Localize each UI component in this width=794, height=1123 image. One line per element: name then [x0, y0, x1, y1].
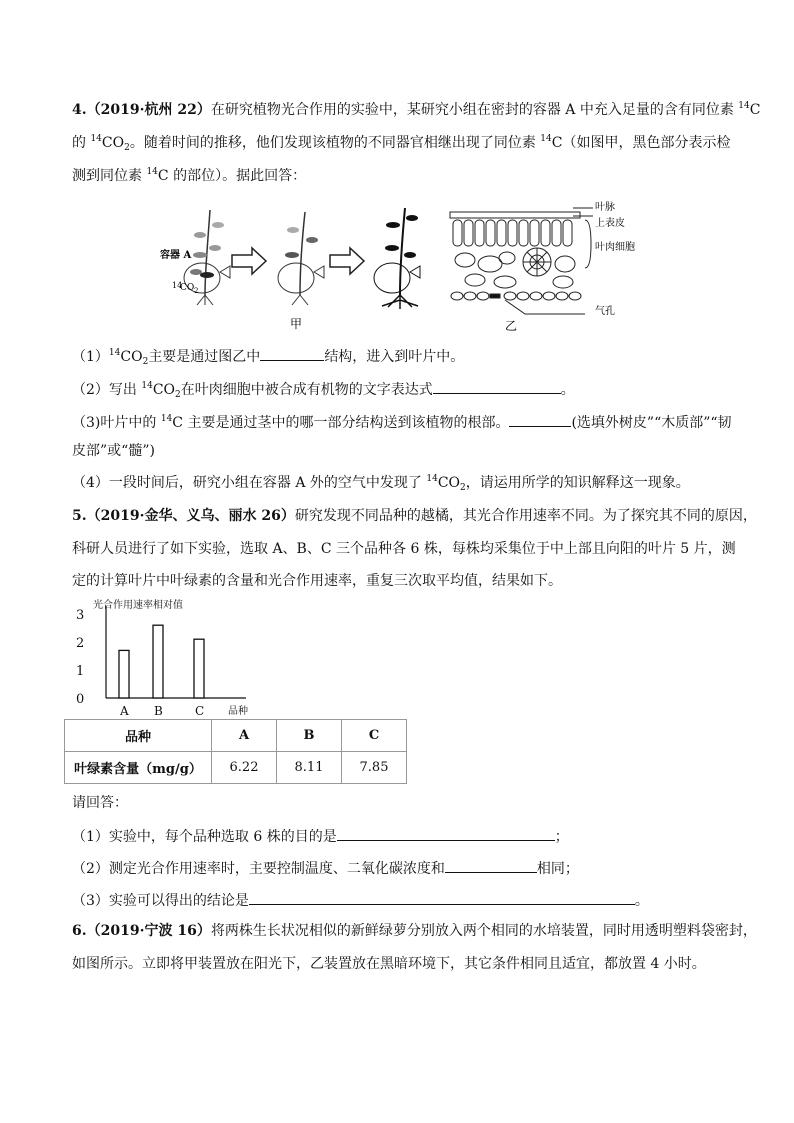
answer-blank-q4-2[interactable]: [433, 379, 561, 394]
q4-p4-text: ，请运用所学的知识解释这一现象。: [465, 475, 690, 491]
figure-jia: [160, 200, 450, 340]
x-axis-label: 品种: [228, 706, 248, 717]
co2-sub: 2: [460, 483, 466, 493]
element-c: C: [157, 168, 169, 184]
bar-B: [153, 625, 163, 698]
bar-chart: [66, 598, 296, 718]
q4-part3: [72, 412, 732, 432]
q4-stem-text: 在研究植物光合作用的实验中，某研究小组在密封的容器 A 中充入足量的含有同位素: [210, 102, 739, 118]
iso-sup: 14: [141, 381, 153, 391]
q6-stem-text: 将两株生长状况相似的新鲜绿萝分别放入两个相同的水培装置，同时用透明塑料袋密封，: [210, 923, 757, 939]
q5-part1: [72, 826, 569, 846]
q4-p2-text: 在叶肉细胞中被合成有机物的文字表达式: [180, 382, 433, 398]
q4-part4: [72, 474, 690, 492]
q5-stem-line1: [72, 507, 757, 525]
q5-stem-text: 研究发现不同品种的越橘，其光合作用速率不同。为了探究其不同的原因，: [294, 508, 757, 524]
plant-3-icon: [374, 208, 420, 309]
q6-stem-line2: 如图所示。立即将甲装置放在阳光下，乙装置放在黑暗环境下，其它条件相同且适宜，都放置 4 小时。: [72, 956, 706, 972]
q4-stem-text: 。随着时间的推移，他们发现该植物的不同器官相继出现了同位素: [129, 135, 541, 151]
iso-sup: 14: [108, 348, 121, 358]
q4-stem-text: （如图甲，黑色部分表示检: [562, 135, 731, 151]
table-row: [65, 752, 407, 784]
q4-p2-text: 。: [560, 382, 575, 398]
label-vein: 叶脉: [595, 202, 615, 213]
element-c: C: [172, 415, 183, 431]
table-header-cell: 品种: [65, 720, 212, 752]
table-cell: 7.85: [342, 752, 407, 784]
x-tick-label: C: [195, 704, 205, 718]
q4-number: 4.: [72, 102, 87, 118]
q5-p3-text: （3）实验可以得出的结论是: [72, 893, 249, 909]
answer-blank-q4-1[interactable]: [260, 346, 324, 361]
table-row-label: 叶绿素含量（mg/g）: [65, 752, 212, 784]
q4-p4-text: （4）一段时间后，研究小组在容器 A 外的空气中发现了: [72, 475, 427, 491]
y-tick-label: 2: [76, 636, 85, 651]
q4-p2-prefix: （2）写出: [72, 382, 142, 398]
q4-stem-text: 的: [72, 135, 91, 151]
q5-p2-text: （2）测定光合作用速率时，主要控制温度、二氧化碳浓度和: [72, 861, 445, 877]
caption-yi: 乙: [505, 319, 518, 333]
q5-stem-line3: 定的计算叶片中叶绿素的含量和光合作用速率，重复三次取平均值，结果如下。: [72, 573, 562, 589]
iso-sup: 14: [738, 101, 750, 111]
bar-C: [194, 639, 204, 698]
q4-source: （2019·杭州 22）: [86, 102, 211, 118]
table-cell: 6.22: [212, 752, 277, 784]
iso-sup: 14: [540, 134, 552, 144]
arrow-right-icon: [232, 248, 266, 274]
q4-p1-text: 结构，进入到叶片中。: [324, 349, 465, 365]
q5-part3: [72, 890, 649, 910]
q4-p3-text: 主要是通过茎中的哪一部分结构送到该植物的根部。: [183, 415, 510, 431]
q6-number: 6.: [72, 923, 87, 939]
q5-p3-text: 。: [634, 893, 649, 909]
q4-part1: [72, 346, 464, 366]
plant-2-icon: [278, 212, 324, 305]
q5-number: 5.: [72, 508, 87, 524]
q4-stem-line3: [72, 167, 306, 185]
q5-p1-text: （1）实验中，每个品种选取 6 株的目的是: [72, 829, 337, 845]
q4-stem-text: 测到同位素: [72, 168, 147, 184]
x-tick-label: B: [154, 704, 163, 718]
q5-part2: [72, 858, 579, 878]
co2-sub: 2: [124, 143, 130, 153]
y-tick-label: 3: [76, 608, 85, 623]
figure-yi: [445, 200, 645, 340]
q4-p3-prefix: （3)叶片中的: [72, 415, 161, 431]
q4-stem-text: 的部位）。据此回答：: [168, 168, 307, 184]
answer-blank-q5-3[interactable]: [249, 890, 635, 905]
answer-blank-q4-3[interactable]: [509, 412, 571, 427]
table-header-cell: C: [342, 720, 407, 752]
q4-stem-line1: [72, 101, 760, 119]
q6-source: （2019·宁波 16）: [86, 923, 211, 939]
leaf-cross-section-icon: [450, 208, 593, 314]
co2-sub: 2: [142, 357, 149, 367]
q6-stem-line1: [72, 922, 757, 940]
iso-sup: 14: [160, 414, 173, 424]
co2-text: CO: [437, 475, 461, 491]
q5-p1-text: ；: [554, 829, 569, 845]
arrow-right-icon: [330, 248, 364, 274]
q4-p1-prefix: （1）: [72, 349, 109, 365]
co2-text: CO: [152, 382, 176, 398]
co2-text: CO: [120, 349, 143, 365]
table-header-cell: B: [277, 720, 342, 752]
caption-jia: 甲: [290, 317, 303, 331]
element-c: C: [749, 102, 761, 118]
y-tick-label: 0: [76, 692, 85, 707]
chart-title: 光合作用速率相对值: [93, 600, 183, 611]
label-epidermis: 上表皮: [595, 218, 625, 229]
x-tick-label: A: [120, 704, 129, 718]
bar-A: [119, 650, 129, 698]
co2-text: CO: [101, 135, 125, 151]
iso-sup: 14: [426, 474, 438, 484]
q4-p3-text: (选填外树皮”“木质部”“韧: [571, 415, 732, 431]
co2-sub: 2: [175, 390, 181, 400]
q5-source: （2019·金华、义乌、丽水 26）: [86, 508, 295, 524]
q4-p1-text: 主要是通过图乙中: [148, 349, 261, 365]
table-cell: 8.11: [277, 752, 342, 784]
iso-sup: 14: [90, 134, 102, 144]
label-mesophyll: 叶肉细胞: [595, 242, 635, 253]
co2-figure-label: CO: [180, 283, 195, 293]
iso-sup: 14: [146, 167, 158, 177]
element-c: C: [551, 135, 563, 151]
q5-stem-line2: 科研人员进行了如下实验，选取 A、B、C 三个品种各 6 株，每株均采集位于中上部且向阳的叶片 5 片，测: [72, 541, 736, 557]
chlorophyll-table: [64, 719, 407, 784]
co2-figure-sub: 2: [194, 287, 199, 295]
table-header-row: [65, 720, 407, 752]
table-header-cell: A: [212, 720, 277, 752]
container-label: 容器 A: [160, 250, 192, 261]
q5-ask: 请回答：: [72, 795, 128, 811]
answer-blank-q5-1[interactable]: [337, 826, 555, 841]
answer-blank-q5-2[interactable]: [445, 858, 537, 873]
label-stoma: 气孔: [595, 306, 615, 317]
q5-p2-text: 相同；: [536, 861, 579, 877]
q4-part2: [72, 379, 575, 399]
y-tick-label: 1: [76, 664, 85, 679]
co2-figure-iso: 14: [172, 281, 183, 290]
q4-stem-line2: [72, 134, 730, 152]
q4-part3-cont: 皮部”或“髓”): [72, 443, 155, 459]
